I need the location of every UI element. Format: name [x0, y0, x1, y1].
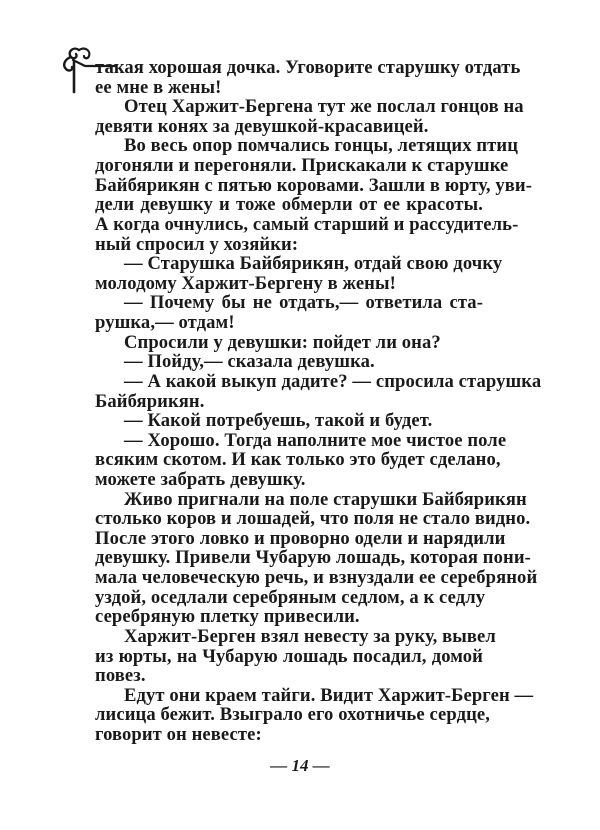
text-line: После этого ловко и проворно одели и нарядили [95, 527, 506, 549]
text-line: мала человеческую речь, и взнуздали ее серебряной [95, 567, 538, 589]
text-line: Байбярикян с пятью коровами. Зашли в юрту, уви- [95, 174, 532, 196]
text-line: такая хорошая дочка. Уговорите старушку отдать [95, 57, 521, 78]
text-line: ный спросил у хозяйки: [95, 233, 299, 255]
text-line: молодому Харжит-Бергену в жены! [95, 272, 396, 294]
text-line: догоняли и перегоняли. Прискакали к старушке [95, 155, 509, 177]
text-line: столько коров и лошадей, что поля не стало видно. [95, 508, 531, 530]
text-line: можете забрать девушку. [95, 468, 306, 490]
text-line: — Пойду,— сказала девушка. [124, 351, 375, 373]
text-line: — А какой выкуп дадите? — спросила старушка [124, 370, 542, 392]
text-line: уздой, оседлали серебряным седлом, а к седлу [95, 586, 486, 608]
page-number: — 14 — [270, 756, 330, 775]
text-line: всяким скотом. И как только это будет сделано, [95, 449, 501, 471]
text-line: Байбярикян. [95, 390, 205, 412]
text-line: — Какой потребуешь, такой и будет. [124, 410, 433, 432]
text-line: девяти коняx за девушкой-красавицей. [95, 115, 429, 137]
text-line: — Старушка Байбярикян, отдай свою дочку [124, 253, 503, 275]
text-line: Едут они краем тайги. Видит Харжит-Берген — [124, 684, 534, 706]
text-line: Живо пригнали на поле старушки Байбярикян [124, 488, 527, 510]
text-line: Отец Харжит-Бергена тут же послал гонцов на [124, 96, 524, 118]
text-line: А когда очнулись, самый старший и рассудитель- [95, 213, 519, 235]
text-line: повез. [95, 665, 146, 687]
text-line: Во весь опор помчались гонцы, летящих птиц [124, 135, 519, 157]
text-line: — Почему бы не отдать,— ответила ста- [124, 292, 483, 314]
text-line: дели девушку и тоже обмерли от ее красоты. [95, 194, 483, 216]
text-line: говорит он невесте: [95, 724, 262, 745]
text-line: ее мне в жены! [95, 76, 222, 98]
text-line: девушку. Привели Чубарую лошадь, которая пони- [95, 547, 531, 569]
text-line: Спросили у девушки: пойдет ли она? [124, 331, 441, 353]
text-line: из юрты, на Чубарую лошадь посадил, домой [95, 645, 483, 667]
text-line: рушка,— отдам! [95, 312, 235, 334]
text-line: лисица бежит. Взыграло его охотничье сердце, [95, 704, 490, 726]
text-line: — Хорошо. Тогда наполните мое чистое поле [124, 429, 507, 451]
text-line: серебряную плетку привесили. [95, 606, 360, 628]
text-line: Харжит-Берген взял невесту за руку, вывел [124, 625, 496, 647]
